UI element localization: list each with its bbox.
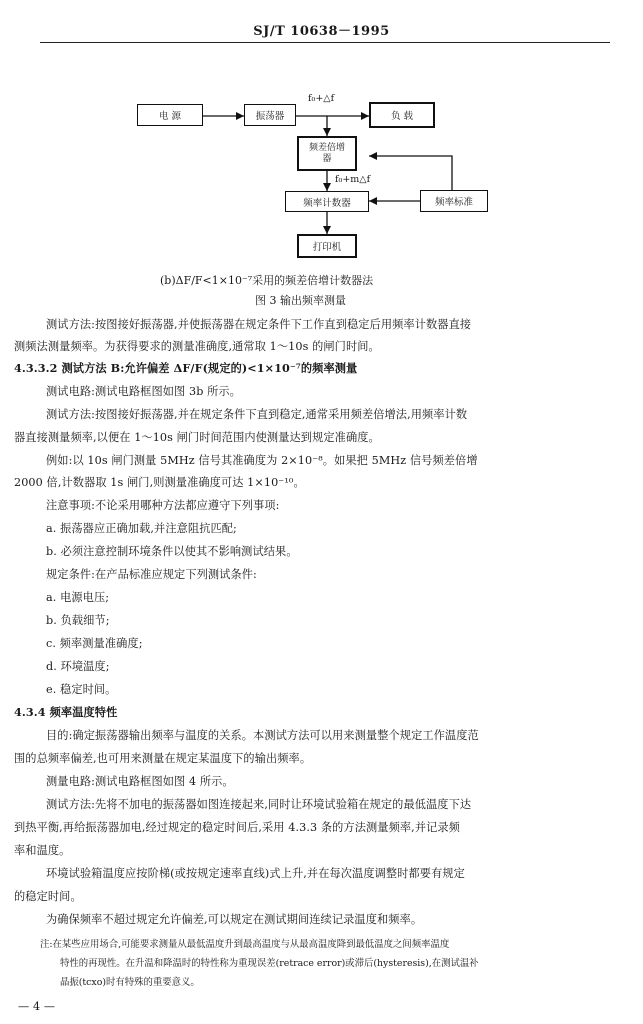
printer-box: 打印机 xyxy=(297,234,357,258)
paragraph: 率和温度。 xyxy=(14,844,71,857)
paragraph: 的稳定时间。 xyxy=(14,890,82,903)
load-box: 负 载 xyxy=(369,102,435,128)
paragraph: 注意事项:不论采用哪种方法都应遵守下列事项: xyxy=(46,499,280,512)
multiplier-box: 频差倍增 器 xyxy=(297,136,357,171)
list-item: c. 频率测量准确度; xyxy=(46,637,143,650)
section-heading-4332: 4.3.3.2 测试方法 B:允许偏差 ΔF/F(规定的)<1×10⁻⁷的频率测量 xyxy=(14,361,358,375)
list-item: a. 电源电压; xyxy=(46,591,110,604)
page-number: — 4 — xyxy=(18,1000,56,1013)
paragraph: 测试方法:按图接好振荡器,并在规定条件下直到稳定,通常采用频差倍增法,用频率计数 xyxy=(46,408,468,421)
paragraph: 测量电路:测试电路框图如图 4 所示。 xyxy=(46,775,234,788)
list-item: b. 必须注意控制环境条件以使其不影响测试结果。 xyxy=(46,545,298,558)
paragraph: 2000 倍,计数器取 1s 闸门,则测量准确度可达 1×10⁻¹⁰。 xyxy=(14,476,305,489)
paragraph: 器直接测量频率,以便在 1～10s 闸门时间范围内使测量达到规定准确度。 xyxy=(14,431,380,444)
figure-caption: 图 3 输出频率测量 xyxy=(255,294,346,307)
paragraph: 规定条件:在产品标准应规定下列测试条件: xyxy=(46,568,257,581)
paragraph: 例如:以 10s 闸门测量 5MHz 信号其准确度为 2×10⁻⁸。如果把 5MHz 信号频差倍增 xyxy=(46,454,478,467)
standard-number: SJ/T 10638－1995 xyxy=(253,24,390,39)
paragraph: 测试电路:测试电路框图如图 3b 所示。 xyxy=(46,385,241,398)
list-item: b. 负载细节; xyxy=(46,614,110,627)
paragraph: 测试方法:按图接好振荡器,并使振荡器在规定条件下工作直到稳定后用频率计数器直接 xyxy=(46,318,472,331)
frequency-standard-box: 频率标准 xyxy=(420,190,488,212)
oscillator-box: 振荡器 xyxy=(244,104,296,126)
paragraph: 围的总频率偏差,也可用来测量在规定某温度下的输出频率。 xyxy=(14,752,312,765)
paragraph: 测频法测量频率。为获得要求的测量准确度,通常取 1～10s 的闸门时间。 xyxy=(14,340,380,353)
list-item: a. 振荡器应正确加载,并注意阻抗匹配; xyxy=(46,522,237,535)
section-heading-434: 4.3.4 频率温度特性 xyxy=(14,705,118,719)
list-item: d. 环境温度; xyxy=(46,660,110,673)
paragraph: 环境试验箱温度应按阶梯(或按规定速率直线)式上升,并在每次温度调整时都要有规定 xyxy=(46,867,465,880)
list-item: e. 稳定时间。 xyxy=(46,683,117,696)
counter-box: 频率计数器 xyxy=(285,191,369,212)
paragraph: 到热平衡,再给振荡器加电,经过规定的稳定时间后,采用 4.3.3 条的方法测量频率,并记录频 xyxy=(14,821,460,834)
note-line: 晶振(tcxo)时有特殊的重要意义。 xyxy=(60,977,200,988)
paragraph: 为确保频率不超过规定允许偏差,可以规定在测试期间连续记录温度和频率。 xyxy=(46,913,423,926)
label-f0-plus-df: f₀+△f xyxy=(308,93,335,104)
note-line: 注:在某些应用场合,可能要求测量从最低温度升到最高温度与从最高温度降到最低温度之间频率温度 xyxy=(40,939,450,950)
paragraph: 测试方法:先将不加电的振荡器如图连接起来,同时让环境试验箱在规定的最低温度下达 xyxy=(46,798,472,811)
paragraph: 目的:确定振荡器输出频率与温度的关系。本测试方法可以用来测量整个规定工作温度范 xyxy=(46,729,479,742)
label-f0-plus-m-df: f₀+m△f xyxy=(335,174,371,185)
figure-subcaption: (b)ΔF/F<1×10⁻⁷采用的频差倍增计数器法 xyxy=(160,274,374,287)
power-box: 电 源 xyxy=(137,104,203,126)
note-line: 特性的再现性。在升温和降温时的特性称为重现误差(retrace error)或滞后(hysteresis),在测试温补 xyxy=(60,958,479,969)
